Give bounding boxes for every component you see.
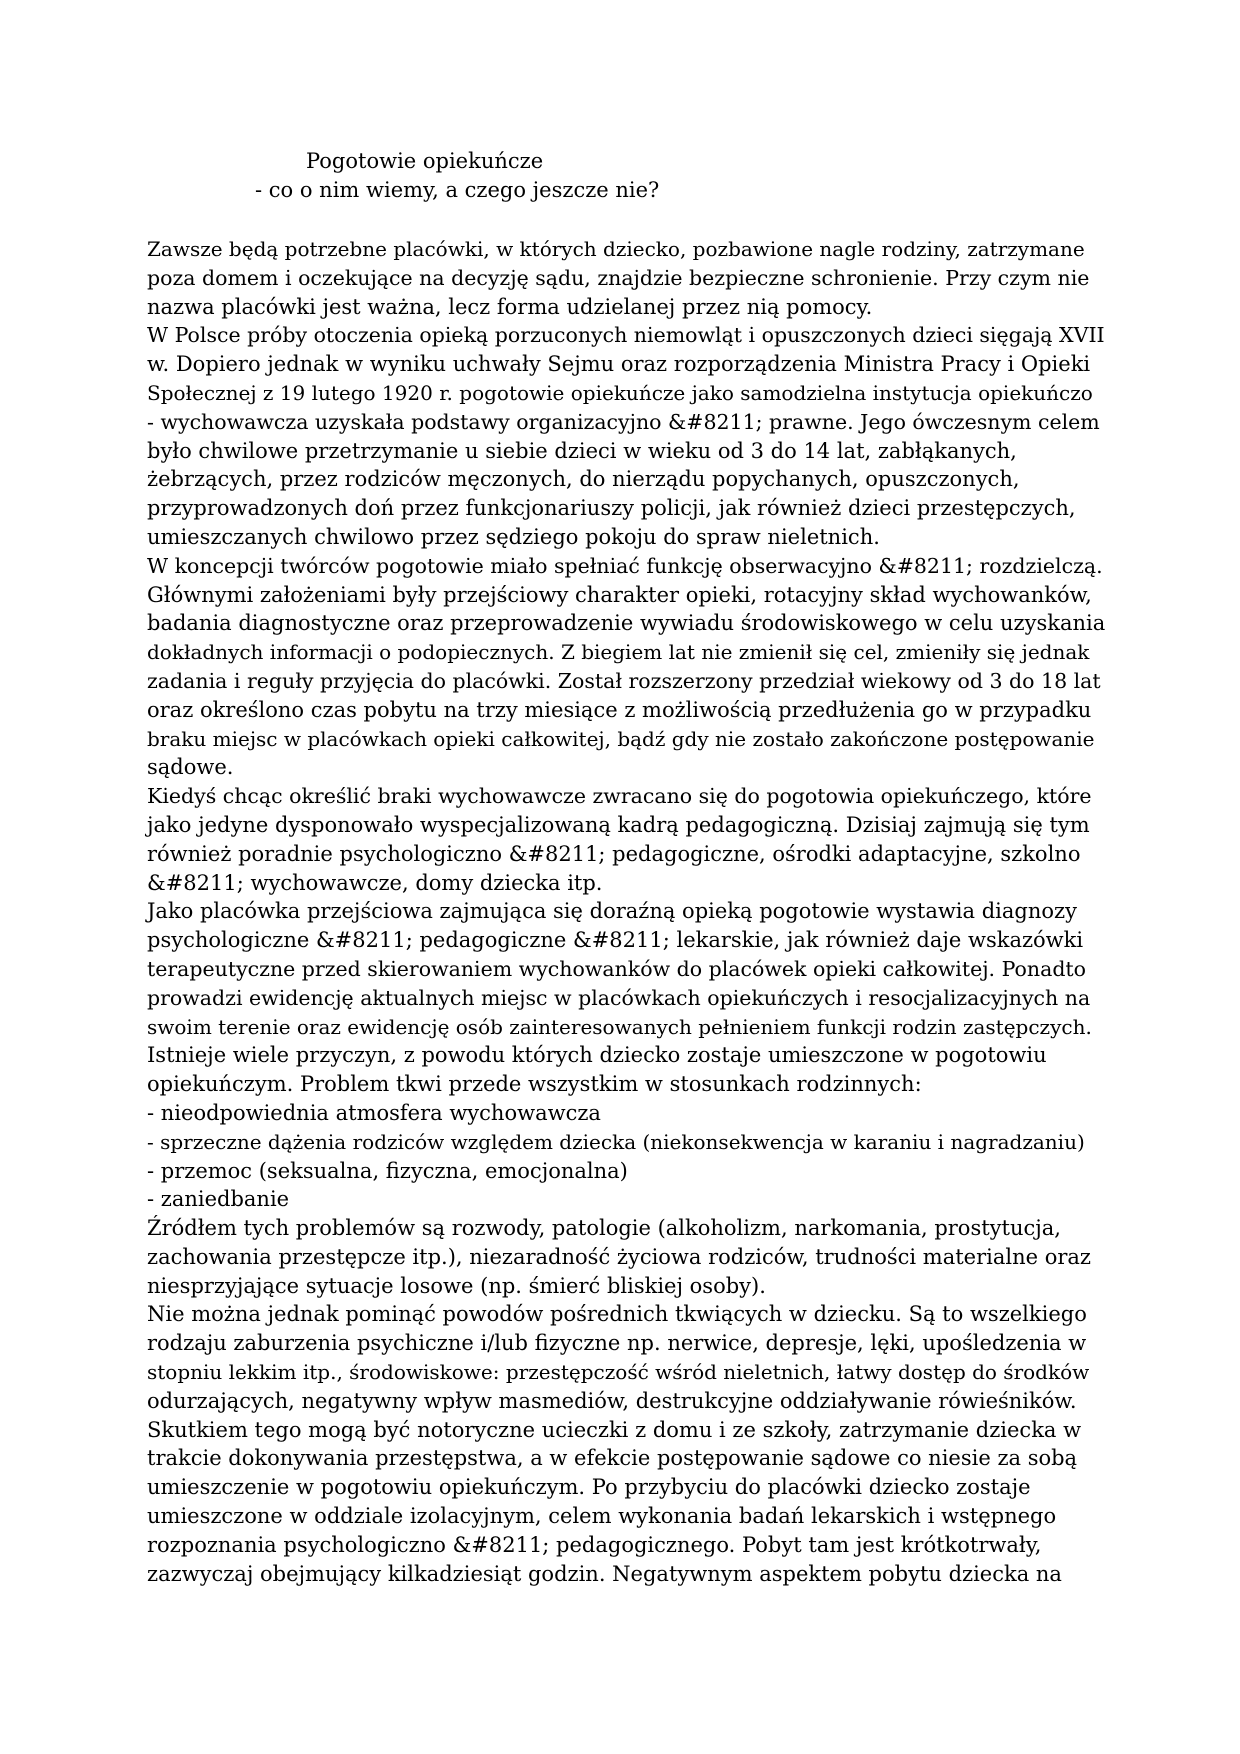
text-line: &#8211; wychowawcze, domy dziecka itp. (147, 870, 603, 895)
text-line: - nieodpowiednia atmosfera wychowawcza (147, 1100, 601, 1125)
text-line: opiekuńczym. Problem tkwi przede wszystkim w stosunkach rodzinnych: (147, 1072, 922, 1097)
text-line: Źródłem tych problemów są rozwody, patologie (alkoholizm, narkomania, prostytucja, (147, 1216, 1061, 1241)
text-line: umieszczone w oddziale izolacyjnym, celem wykonania badań lekarskich i wstępnego (147, 1504, 1057, 1529)
text-line: prowadzi ewidencję aktualnych miejsc w placówkach opiekuńczych i resocjalizacyjnych na (147, 985, 1091, 1010)
text-line: braku miejsc w placówkach opieki całkowitej, bądź gdy nie zostało zakończone postępowanie (147, 726, 1095, 751)
text-line: W Polsce próby otoczenia opieką porzuconych niemowląt i opuszczonych dzieci sięgają XVII (147, 323, 1105, 348)
text-line: rozpoznania psychologiczno &#8211; pedagogicznego. Pobyt tam jest krótkotrwały, (147, 1532, 1042, 1557)
text-line: Społecznej z 19 lutego 1920 r. pogotowie opiekuńcze jako samodzielna instytucja opiekuńczo (147, 380, 1093, 405)
text-line: oraz określono czas pobytu na trzy miesiące z możliwością przedłużenia go w przypadku (147, 697, 1092, 722)
text-line: jako jedyne dysponowało wyspecjalizowaną kadrą pedagogiczną. Dzisiaj zajmują się tym (147, 812, 1090, 837)
text-line: psychologiczne &#8211; pedagogiczne &#8211; lekarskie, jak również daje wskazówki (147, 928, 1084, 953)
text-line: Kiedyś chcąc określić braki wychowawcze zwracano się do pogotowia opiekuńczego, które (147, 784, 1092, 809)
text-line: - sprzeczne dążenia rodziców względem dziecka (niekonsekwencja w karaniu i nagradzaniu) (147, 1129, 1085, 1154)
text-line: zazwyczaj obejmujący kilkadziesiąt godzin. Negatywnym aspektem pobytu dziecka na (147, 1561, 1062, 1586)
text-line: nazwa placówki jest ważna, lecz forma udzielanej przez nią pomocy. (147, 294, 873, 319)
text-line: również poradnie psychologiczno &#8211; pedagogiczne, ośrodki adaptacyjne, szkolno (147, 841, 1081, 866)
document-title (0, 147, 1240, 205)
text-line: badania diagnostyczne oraz przeprowadzenie wywiadu środowiskowego w celu uzyskania (147, 611, 1106, 636)
text-line: - wychowawcza uzyskała podstawy organizacyjno &#8211; prawne. Jego ówczesnym celem (147, 409, 1100, 434)
text-line: swoim terenie oraz ewidencję osób zainteresowanych pełnieniem funkcji rodzin zastępczych. (147, 1014, 1092, 1039)
text-line: Zawsze będą potrzebne placówki, w których dziecko, pozbawione nagle rodziny, zatrzymane (147, 237, 1085, 261)
text-line: odurzających, negatywny wpływ masmediów, destrukcyjne oddziaływanie rówieśników. (147, 1388, 1077, 1413)
text-line: w. Dopiero jednak w wyniku uchwały Sejmu oraz rozporządzenia Ministra Pracy i Opieki (147, 352, 1091, 377)
text-line: było chwilowe przetrzymanie u siebie dzieci w wieku od 3 do 14 lat, zabłąkanych, (147, 438, 1017, 463)
text-line: Istnieje wiele przyczyn, z powodu których dziecko zostaje umieszczone w pogotowiu (147, 1043, 1047, 1068)
text-line: zadania i reguły przyjęcia do placówki. Został rozszerzony przedział wiekowy od 3 do 18 lat (147, 668, 1101, 693)
text-line: - przemoc (seksualna, fizyczna, emocjonalna) (147, 1158, 628, 1183)
text-line: stopniu lekkim itp., środowiskowe: przestępczość wśród nieletnich, łatwy dostęp do środków (147, 1360, 1090, 1385)
text-line: Skutkiem tego mogą być notoryczne ucieczki z domu i ze szkoły, zatrzymanie dziecka w (147, 1417, 1082, 1442)
text-line: trakcie dokonywania przestępstwa, a w efekcie postępowanie sądowe co niesie za sobą (147, 1446, 1078, 1471)
text-line: umieszczenie w pogotowiu opiekuńczym. Po przybyciu do placówki dziecko zostaje (147, 1475, 1031, 1500)
text-line: przyprowadzonych doń przez funkcjonariuszy policji, jak również dzieci przestępczych, (147, 496, 1076, 521)
text-line: terapeutyczne przed skierowaniem wychowanków do placówek opieki całkowitej. Ponadto (147, 956, 1087, 981)
text-line: dokładnych informacji o podopiecznych. Z biegiem lat nie zmienił się cel, zmieniły się jednak (147, 640, 1090, 665)
text-line: Nie można jednak pominąć powodów pośrednich tkwiących w dziecku. Są to wszelkiego (147, 1302, 1087, 1327)
document-body (147, 235, 1107, 1588)
text-line: W koncepcji twórców pogotowie miało spełniać funkcję obserwacyjno &#8211; rozdzielczą. (147, 553, 1103, 578)
text-line: Głównymi założeniami były przejściowy charakter opieki, rotacyjny skład wychowanków, (147, 582, 1092, 607)
text-line: poza domem i oczekujące na decyzję sądu, znajdzie bezpieczne schronienie. Przy czym nie (147, 265, 1090, 290)
title-line: Pogotowie opiekuńcze (306, 149, 544, 173)
text-line: niesprzyjające sytuacje losowe (np. śmierć bliskiej osoby). (147, 1273, 766, 1298)
text-line: rodzaju zaburzenia psychiczne i/lub fizyczne np. nerwice, depresje, lęki, upośledzenia w (147, 1331, 1087, 1356)
text-line: sądowe. (147, 755, 234, 780)
text-line: zachowania przestępcze itp.), niezaradność życiowa rodziców, trudności materialne oraz (147, 1244, 1091, 1269)
subtitle-line: - co o nim wiemy, a czego jeszcze nie? (255, 177, 660, 202)
text-line: żebrzących, przez rodziców męczonych, do nierządu popychanych, opuszczonych, (147, 467, 1020, 492)
text-line: umieszczanych chwilowo przez sędziego pokoju do spraw nieletnich. (147, 524, 880, 549)
text-line: - zaniedbanie (147, 1187, 290, 1212)
text-line: Jako placówka przejściowa zajmująca się doraźną opieką pogotowie wystawia diagnozy (147, 899, 1077, 924)
